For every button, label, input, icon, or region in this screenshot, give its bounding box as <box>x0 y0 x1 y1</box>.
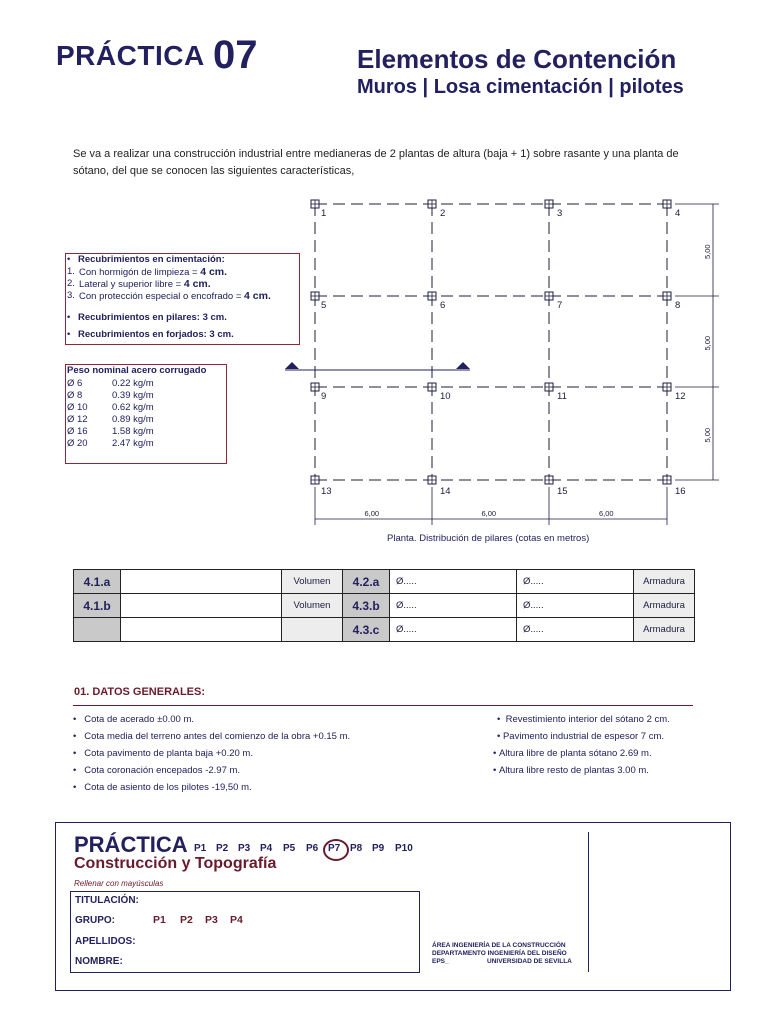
card-subtitle: Construcción y Topografía <box>74 855 277 872</box>
peso-row: Ø 12 0.89 kg/m <box>67 414 154 425</box>
section-arrow-left <box>285 362 299 369</box>
peso-title: Peso nominal acero corrugado <box>67 365 207 376</box>
list-item: • Cota de asiento de los pilotes -19,50 m. <box>73 782 252 793</box>
pillar-marker <box>311 292 319 300</box>
pillar-label: 16 <box>675 486 686 497</box>
grupo-option-p1[interactable]: P1 <box>153 914 166 926</box>
list-item: • Cota de acerado ±0.00 m. <box>73 714 195 725</box>
list-item: • Cota pavimento de planta baja +0.20 m. <box>73 748 253 759</box>
pillar-label: 2 <box>440 208 446 219</box>
answer-input[interactable] <box>121 570 282 594</box>
datos-heading: 01. DATOS GENERALES: <box>74 686 206 698</box>
answer-phi[interactable]: Ø..... <box>517 570 634 594</box>
answer-unit: Armadura <box>634 618 695 642</box>
pillar-marker <box>663 383 671 391</box>
answer-phi[interactable]: Ø..... <box>517 618 634 642</box>
institution-univ: UNIVERSIDAD DE SEVILLA <box>487 958 572 965</box>
practica-option-p10[interactable]: P10 <box>395 843 413 854</box>
pillar-label: 1 <box>321 208 327 219</box>
pillar-marker <box>545 292 553 300</box>
list-item: • Pavimento industrial de espesor 7 cm. <box>497 731 665 742</box>
practica-option-p2[interactable]: P2 <box>216 843 229 854</box>
pillar-label: 4 <box>675 208 681 219</box>
pillar-label: 14 <box>440 486 451 497</box>
document-title: Elementos de Contención <box>357 44 677 74</box>
grupo-option-p2[interactable]: P2 <box>180 914 193 926</box>
pillar-label: 6 <box>440 300 446 311</box>
table-row <box>74 594 695 618</box>
grupo-label: GRUPO: <box>75 915 115 926</box>
answer-code: 4.3.c <box>343 618 390 642</box>
peso-row: Ø 8 0.39 kg/m <box>67 390 154 401</box>
section-arrow-right <box>456 362 470 369</box>
list-item: • Altura libre resto de plantas 3.00 m. <box>493 765 649 776</box>
pillar-marker <box>663 476 671 484</box>
pillar-label: 3 <box>557 208 563 219</box>
list-item: • Cota coronación encepados -2.97 m. <box>73 765 241 776</box>
answer-phi[interactable]: Ø..... <box>390 570 517 594</box>
pillar-marker <box>428 476 436 484</box>
institution-area: ÁREA INGENIERÍA DE LA CONSTRUCCIÓN <box>432 942 566 949</box>
answer-phi[interactable]: Ø..... <box>390 618 517 642</box>
dim-label-h: 6,00 <box>481 509 497 518</box>
peso-row: Ø 10 0.62 kg/m <box>67 402 154 413</box>
institution-eps: EPS_ <box>432 958 449 965</box>
pillar-marker <box>663 200 671 208</box>
answer-code: 4.1.b <box>74 594 121 618</box>
answer-table <box>73 569 695 642</box>
answer-unit: Volumen <box>282 594 343 618</box>
practica-option-p4[interactable]: P4 <box>260 843 273 854</box>
recubrimientos-box: • Recubrimientos en cimentación: 1. Con hormigón de limpieza = 4 cm. 2. Lateral y superior libre = 4 cm. 3. Con protección especial o encofrado = 4 cm. • Recubrimientos en pilares: 3 cm. • Recubrimientos en forjados: 3 cm. <box>65 253 300 345</box>
pillar-label: 7 <box>557 300 563 311</box>
answer-input[interactable] <box>121 594 282 618</box>
answer-code: 4.3.b <box>343 594 390 618</box>
pillar-label: 5 <box>321 300 327 311</box>
practica-option-p9[interactable]: P9 <box>372 843 385 854</box>
divider <box>73 705 693 706</box>
plan-caption: Planta. Distribución de pilares (cotas en metros) <box>387 533 590 544</box>
grupo-option-p3[interactable]: P3 <box>205 914 218 926</box>
practica-option-p6[interactable]: P6 <box>306 843 319 854</box>
pillar-label: 13 <box>321 486 332 497</box>
practica-option-p3[interactable]: P3 <box>238 843 251 854</box>
pillar-label: 12 <box>675 391 686 402</box>
pillar-marker <box>663 292 671 300</box>
answer-unit: Armadura <box>634 570 695 594</box>
practica-option-p5[interactable]: P5 <box>283 843 296 854</box>
grupo-option-p4[interactable]: P4 <box>230 914 243 926</box>
list-item: • Cota media del terreno antes del comienzo de la obra +0.15 m. <box>73 731 351 742</box>
titulacion-field[interactable]: TITULACIÓN: <box>75 895 139 906</box>
table-row <box>74 618 695 642</box>
pillar-marker <box>545 383 553 391</box>
nombre-field[interactable]: NOMBRE: <box>75 956 123 967</box>
practice-number: 07 <box>213 33 258 77</box>
intro-paragraph: Se va a realizar una construcción industrial entre medianeras de 2 plantas de altura (baja + 1) sobre rasante y una planta de sótano, del que se conocen las siguientes características, <box>73 148 679 177</box>
apellidos-field[interactable]: APELLIDOS: <box>75 936 136 947</box>
dim-label-v: 5,00 <box>703 427 712 443</box>
pillar-marker <box>311 383 319 391</box>
pillar-label: 10 <box>440 391 451 402</box>
pillar-label: 9 <box>321 391 327 402</box>
practica-option-p8[interactable]: P8 <box>350 843 363 854</box>
list-item: • Revestimiento interior del sótano 2 cm. <box>497 714 670 725</box>
answer-unit: Armadura <box>634 594 695 618</box>
page-title-practica: PRÁCTICA <box>56 40 205 71</box>
card-title: PRÁCTICA <box>74 832 188 857</box>
recub-title: Recubrimientos en cimentación: <box>78 254 225 265</box>
pillar-marker <box>428 383 436 391</box>
dim-label-v: 5,00 <box>703 335 712 351</box>
pillar-marker <box>311 476 319 484</box>
answer-input <box>121 618 282 642</box>
divider <box>588 832 589 972</box>
answer-code: 4.2.a <box>343 570 390 594</box>
peso-row: Ø 20 2.47 kg/m <box>67 438 154 449</box>
dim-label-v: 5,00 <box>703 244 712 259</box>
answer-phi[interactable]: Ø..... <box>390 594 517 618</box>
peso-row: Ø 6 0.22 kg/m <box>67 378 154 389</box>
answer-code-empty <box>74 618 121 642</box>
pillar-marker <box>311 200 319 208</box>
pillar-marker <box>428 292 436 300</box>
dim-label-h: 6,00 <box>364 509 380 518</box>
table-row <box>74 570 695 594</box>
answer-unit: Volumen <box>282 570 343 594</box>
pillar-label: 15 <box>557 486 568 497</box>
dim-label-h: 6,00 <box>599 509 614 518</box>
pillar-marker <box>545 476 553 484</box>
pillar-marker <box>428 200 436 208</box>
list-item: • Altura libre de planta sótano 2.69 m. <box>493 748 652 759</box>
practica-option-p7[interactable]: P7 <box>328 843 341 854</box>
answer-phi[interactable]: Ø..... <box>517 594 634 618</box>
answer-code: 4.1.a <box>74 570 121 594</box>
document-subtitle: Muros | Losa cimentación | pilotes <box>357 76 684 98</box>
pillar-marker <box>545 200 553 208</box>
pillar-label: 11 <box>557 391 567 402</box>
answer-unit-empty <box>282 618 343 642</box>
practica-option-p1[interactable]: P1 <box>194 843 207 854</box>
institution-dept: DEPARTAMENTO INGENIERÍA DEL DISEÑO <box>432 950 567 957</box>
pillar-label: 8 <box>675 300 681 311</box>
peso-row: Ø 16 1.58 kg/m <box>67 426 154 437</box>
card-note: Rellenar con mayúsculas <box>74 879 164 888</box>
